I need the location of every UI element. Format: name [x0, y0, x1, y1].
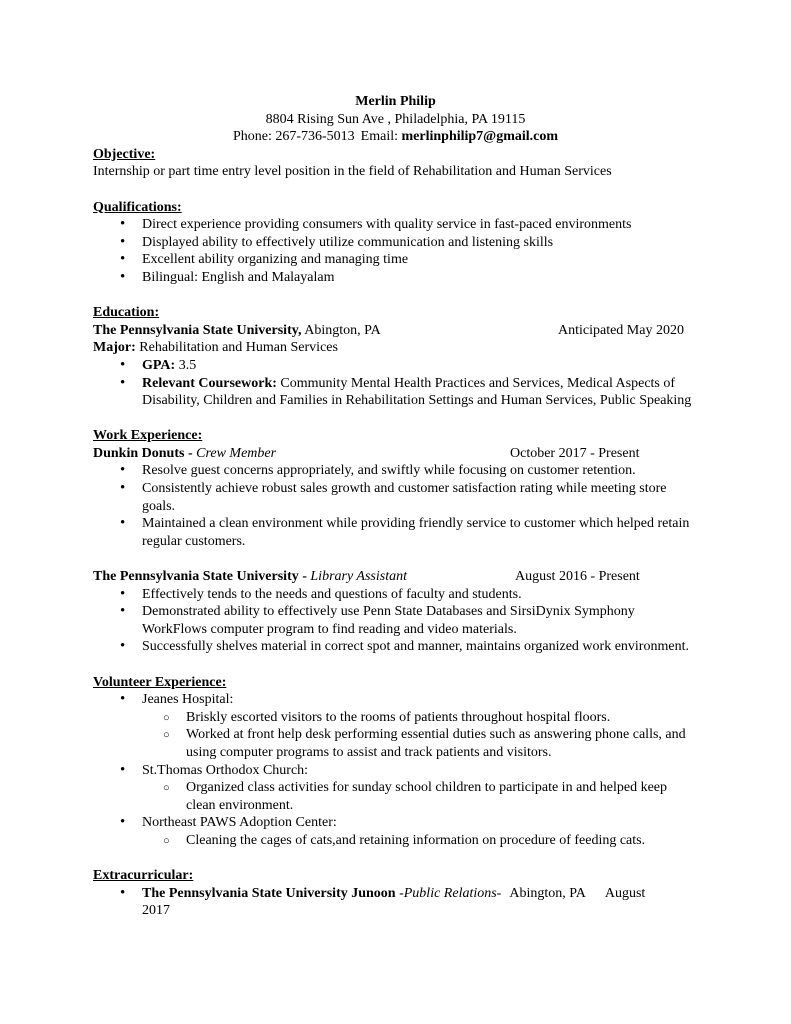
volunteer-task: ○ Worked at front help desk performing essential duties such as answering phone calls, and using computer programs to assist and track patients and visitors.: [93, 726, 698, 761]
major-text: Rehabilitation and Human Services: [139, 340, 338, 356]
job-date: August 2016 - Present: [515, 569, 640, 585]
qualification-item: • Excellent ability organizing and managing time: [93, 251, 698, 269]
extracurricular-list: [93, 885, 698, 920]
job-bullet: • Successfully shelves material in correct spot and manner, maintains organized work environment.: [93, 638, 698, 656]
employer-name: The Pennsylvania State University -: [93, 569, 307, 585]
school-location: Abington, PA: [304, 322, 381, 338]
qualification-item: • Direct experience providing consumers with quality service in fast-paced environments: [93, 216, 698, 234]
job-bullet: • Resolve guest concerns appropriately, and swiftly while focusing on customer retention.: [93, 462, 698, 480]
job-bullet: • Demonstrated ability to effectively use Penn State Databases and SirsiDynix Symphony WorkFlows computer program to find reading and video materials.: [93, 603, 698, 638]
job-bullet-list: [93, 586, 698, 656]
qualification-item: • Displayed ability to effectively utilize communication and listening skills: [93, 234, 698, 252]
work-heading: Work Experience:: [93, 428, 203, 444]
volunteer-task: ○ Briskly escorted visitors to the rooms of patients throughout hospital floors.: [93, 709, 698, 727]
job-role: Crew Member: [196, 445, 277, 461]
job-bullet: • Effectively tends to the needs and questions of faculty and students.: [93, 586, 698, 604]
org-name: The Pennsylvania State University Junoon: [142, 885, 396, 901]
volunteer-task: ○ Organized class activities for sunday school children to participate in and helped keep clean environment.: [93, 779, 698, 814]
phone-text: Phone: 267-736-5013: [232, 129, 355, 145]
email-text: merlinphilip7@gmail.com: [401, 129, 559, 145]
objective-heading: Objective:: [93, 146, 156, 162]
volunteer-org: • Northeast PAWS Adoption Center:: [93, 814, 698, 832]
job-date: October 2017 - Present: [510, 445, 640, 461]
section-volunteer: [93, 674, 698, 850]
education-list: [93, 357, 698, 410]
volunteer-heading: Volunteer Experience:: [93, 674, 227, 690]
qualifications-list: [93, 216, 698, 286]
job-bullet: • Maintained a clean environment while providing friendly service to customer which helped retain regular customers.: [93, 515, 698, 550]
coursework-label: Relevant Coursework:: [142, 375, 277, 391]
extracurricular-item: [93, 885, 698, 920]
volunteer-org: • St.Thomas Orthodox Church:: [93, 762, 698, 780]
section-objective: [93, 146, 698, 181]
gpa-value: 3.5: [178, 357, 197, 373]
volunteer-list: [93, 691, 698, 849]
job-role: Library Assistant: [310, 569, 407, 585]
school-name: The Pennsylvania State University,: [93, 322, 302, 338]
volunteer-org: • Jeanes Hospital:: [93, 691, 698, 709]
gpa-item: [93, 357, 698, 375]
major-label: Major:: [93, 340, 136, 356]
job-title-line: [93, 568, 698, 586]
education-date: Anticipated May 2020: [558, 322, 684, 338]
job-bullet: • Consistently achieve robust sales growth and customer satisfaction rating while meeting store goals.: [93, 480, 698, 515]
education-heading: Education:: [93, 305, 160, 321]
job-dunkin-donuts: [93, 445, 698, 551]
person-name: Merlin Philip: [355, 94, 436, 109]
objective-text: Internship or part time entry level position in the field of Rehabilitation and Human Services: [93, 164, 612, 180]
contact-line: [93, 128, 698, 146]
org-date-year: 2017: [142, 903, 170, 919]
org-role: -Public Relations-: [399, 885, 502, 901]
coursework-text: Community Mental Health Practices and Services, Medical Aspects of Disability, Children and Families in Rehabilitation Settings and Human Services, Public Speaking: [142, 375, 692, 409]
employer-name: Dunkin Donuts -: [93, 445, 193, 461]
section-work-experience: [93, 427, 698, 656]
major-line: [93, 339, 698, 357]
school-line: [93, 322, 698, 340]
qualification-item: • Bilingual: English and Malayalam: [93, 269, 698, 287]
job-penn-state-library: [93, 568, 698, 656]
job-title-line: [93, 445, 698, 463]
job-bullet-list: [93, 462, 698, 550]
extracurricular-heading: Extracurricular:: [93, 868, 194, 884]
org-location: Abington, PA: [509, 885, 586, 901]
section-qualifications: [93, 199, 698, 287]
qualifications-heading: Qualifications:: [93, 199, 182, 215]
section-education: [93, 304, 698, 410]
gpa-label: GPA:: [142, 357, 176, 373]
header: [93, 93, 698, 146]
section-extracurricular: [93, 867, 698, 920]
org-date-month: August: [604, 885, 646, 901]
address-line: 8804 Rising Sun Ave , Philadelphia, PA 19115: [265, 111, 526, 127]
email-label: Email:: [360, 129, 398, 145]
coursework-item: [93, 375, 698, 410]
volunteer-task: ○ Cleaning the cages of cats,and retaining information on procedure of feeding cats.: [93, 832, 698, 850]
